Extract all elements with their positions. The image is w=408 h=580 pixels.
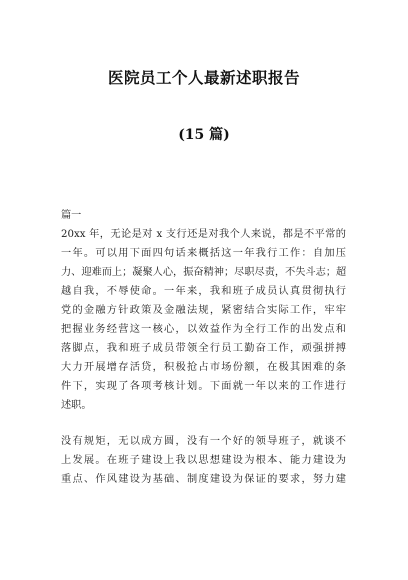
paragraph-2: [61, 432, 346, 489]
paragraph-line: 大力开展增存活贷，积极抢占市场份额，在极其困难的条: [61, 362, 346, 373]
paragraph-line: 件下，实现了各项考核计划。下面就一年以来的工作进行: [61, 381, 346, 392]
paragraph-line: 越自我，不辱使命。一年来，我和班子成员认真贯彻执行: [61, 286, 346, 297]
paragraph-line: 20xx 年，无论是对 x 支行还是对我个人来说，都是不平常的: [61, 229, 346, 240]
paragraph-line: 把握业务经营这一核心，以效益作为全行工作的出发点和: [61, 324, 346, 335]
paragraph-line: 党的金融方针政策及金融法规，紧密结合实际工作，牢牢: [61, 305, 346, 316]
paragraph-line: 力、迎难而上；凝聚人心，振奋精神；尽职尽责，不失斗志；超: [61, 267, 346, 278]
section-label: 篇一: [61, 210, 82, 221]
paragraph-line: 上发展。在班子建设上我以思想建设为根本、能力建设为: [61, 455, 346, 466]
paragraph-line: 落脚点，我和班子成员带领全行员工勤奋工作，顽强拼搏: [61, 343, 346, 354]
document-title: 医院员工个人最新述职报告: [107, 68, 300, 87]
document-subtitle: (15 篇): [178, 127, 230, 143]
paragraph-line: 述职。: [61, 400, 92, 411]
paragraph-line: 一年。可以用下面四句话来概括这一年我行工作：自加压: [61, 248, 346, 259]
paragraph-line: 重点、作风建设为基础、制度建设为保证的要求，努力建: [61, 474, 346, 485]
paragraph-1: [61, 225, 346, 415]
paragraph-line: 没有规矩，无以成方圆，没有一个好的领导班子，就谈不: [61, 436, 346, 447]
